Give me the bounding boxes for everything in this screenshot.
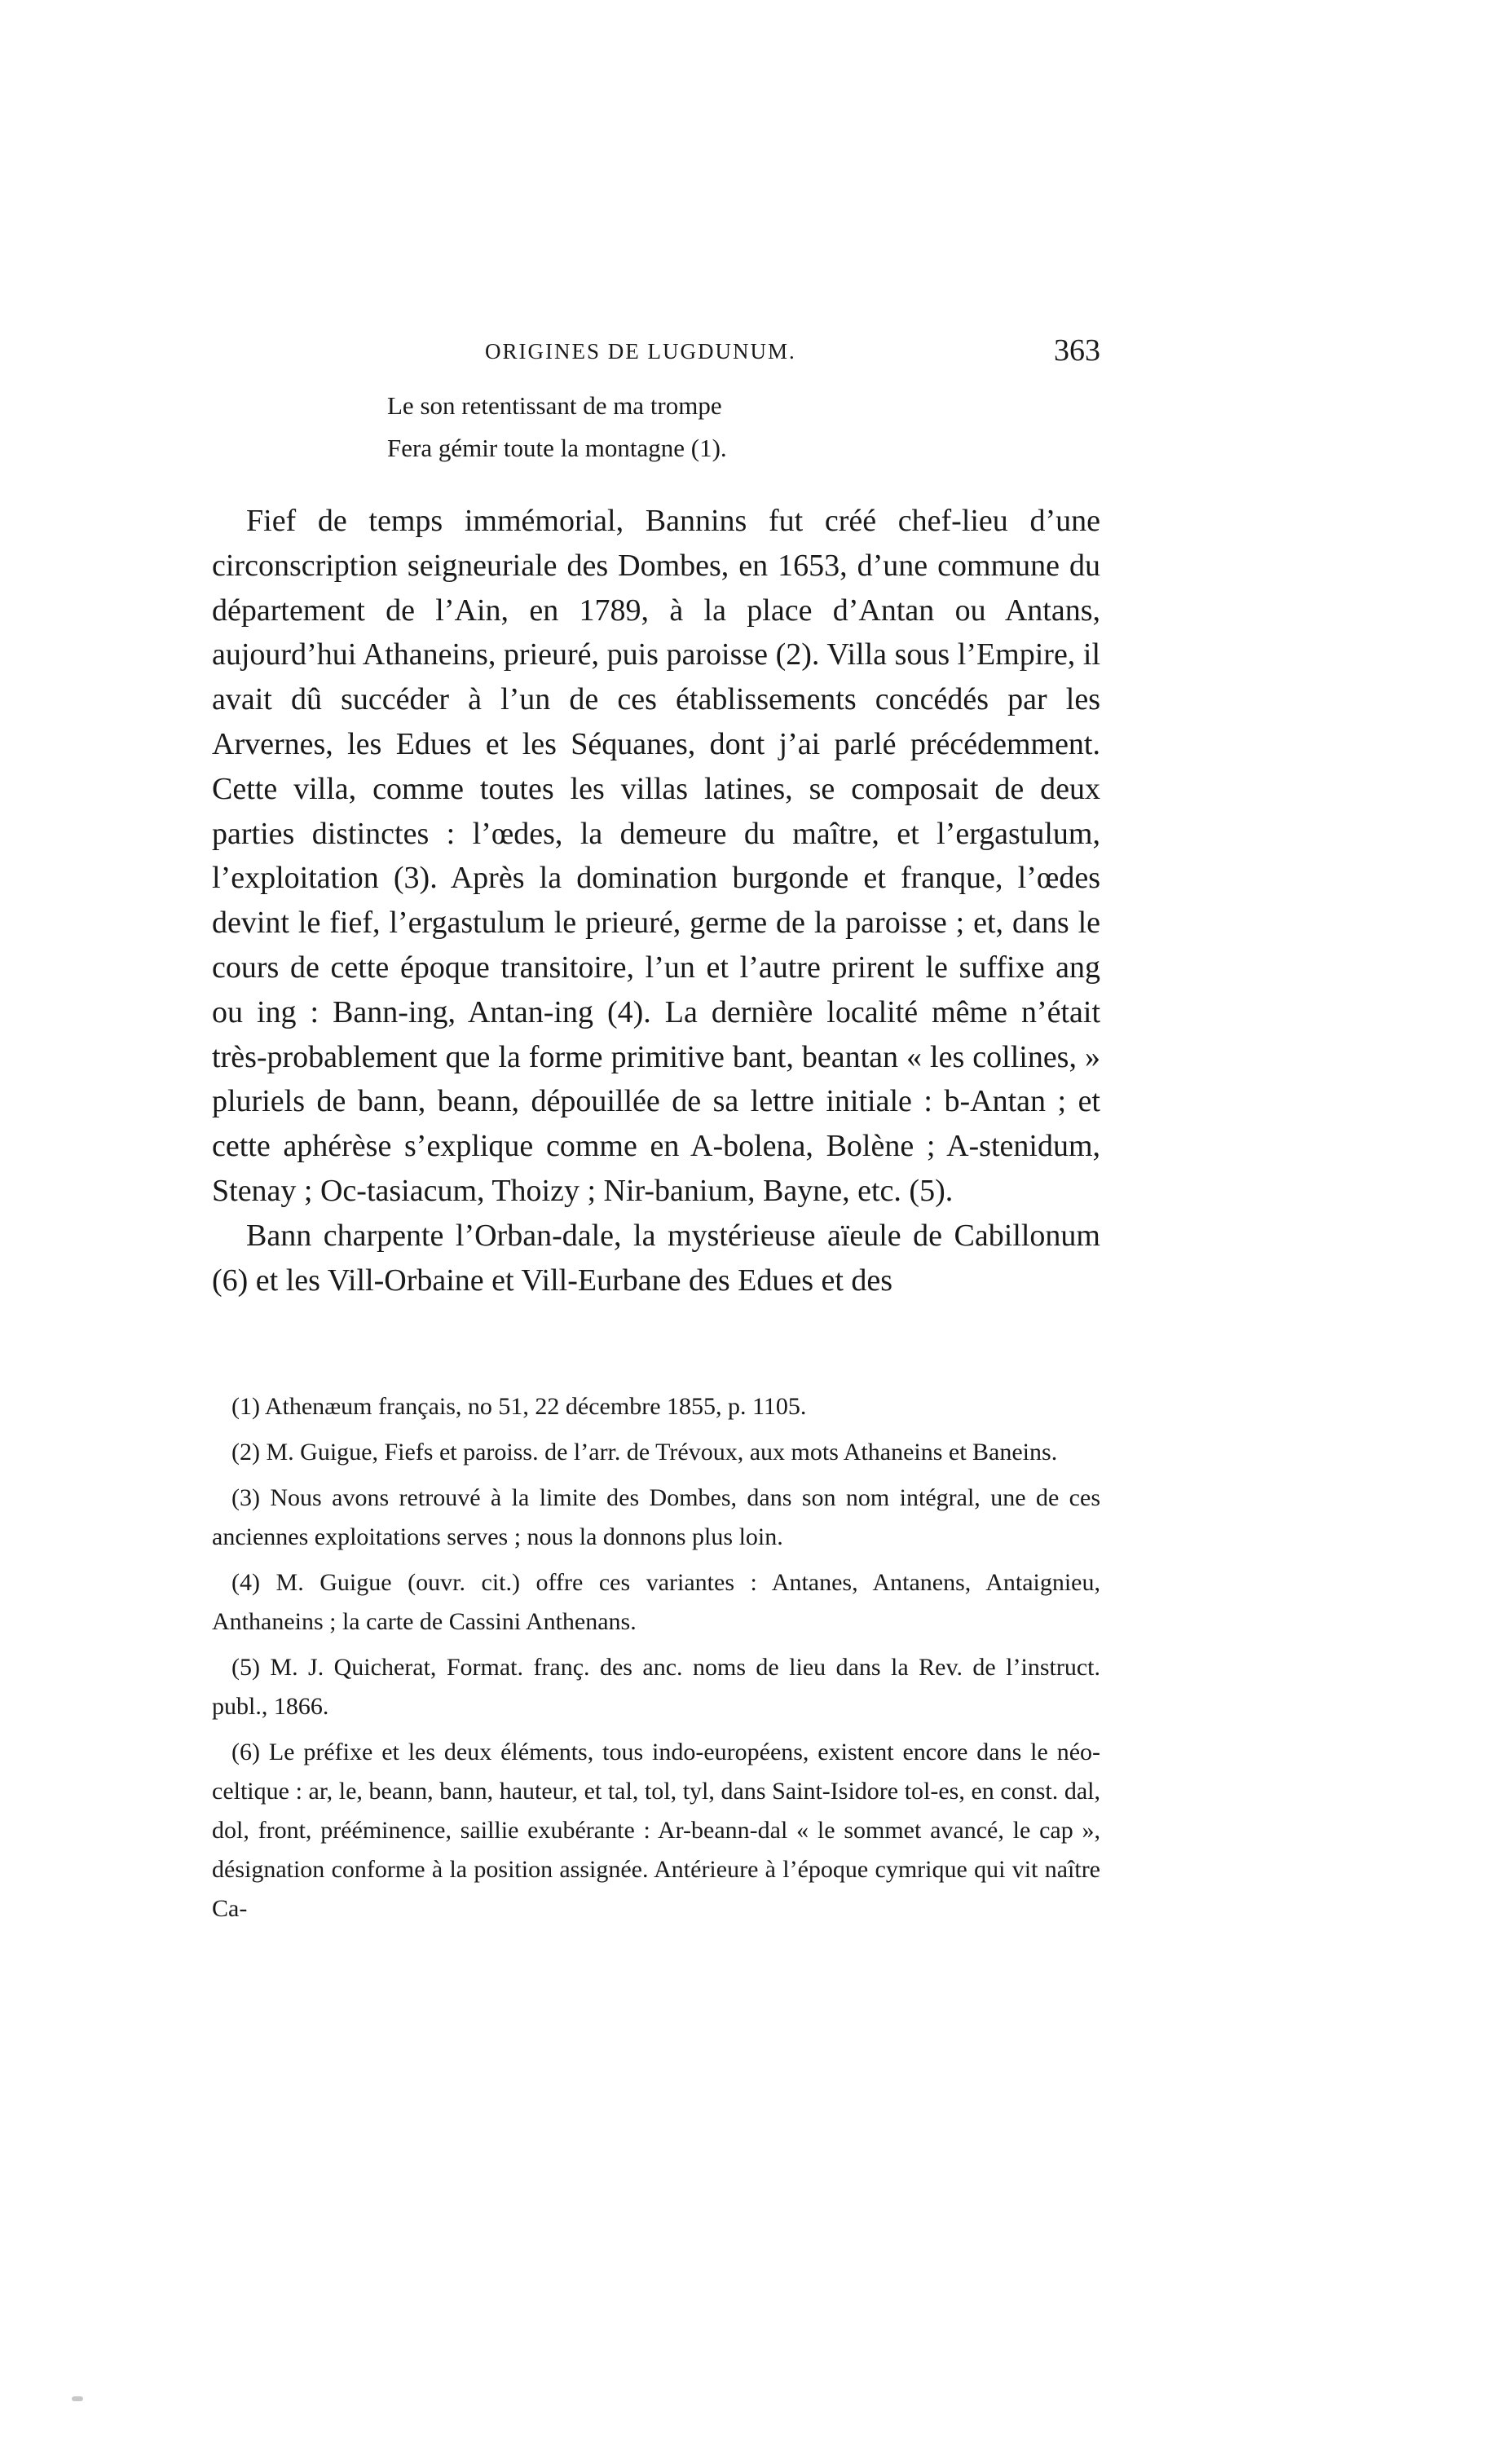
- footnote: (2) M. Guigue, Fiefs et paroiss. de l’arr. de Trévoux, aux mots Athaneins et Baneins.: [231, 1439, 1058, 1466]
- paper-speck: [72, 2396, 83, 2401]
- footnote: (1) Athenæum français, no 51, 22 décembre 1855, p. 1105.: [231, 1393, 807, 1420]
- verse-line: Fera gémir toute la montagne (1).: [387, 434, 727, 462]
- footnote: (5) M. J. Quicherat, Format. franç. des anc. noms de lieu dans la Rev. de l’instruct. publ., 1866.: [212, 1654, 1100, 1720]
- running-title: ORIGINES DE LUGDUNUM.: [485, 339, 796, 364]
- paragraph: Fief de temps immémorial, Bannins fut créé chef-lieu d’une circonscription seigneuriale des Dombes, en 1653, d’une commune du département de l’Ain, en 1789, à la place d’Antan ou Antans, aujourd’hui Athaneins, prieuré, puis paroisse (2). Villa sous l’Empire, il avait dû succéder à l’un de ces établissements concédés par les Arvernes, les Edues et les Séquanes, dont j’ai parlé précédemment. Cette villa, comme toutes les villas latines, se composait de deux parties distinctes : l’œdes, la demeure du maître, et l’ergastulum, l’exploitation (3). Après la domination burgonde et franque, l’œdes devint le fief, l’ergastulum le prieuré, germe de la paroisse ; et, dans le cours de cette époque transitoire, l’un et l’autre prirent le suffixe ang ou ing : Bann-ing, Antan-ing (4). La dernière localité même n’était très-probablement que la forme primitive bant, beantan « les collines, » pluriels de bann, beann, dépouillée de sa lettre initiale : b-Antan ; et cette aphérèse s’explique comme en A-bolena, Bolène ; A-stenidum, Stenay ; Oc-tasiacum, Thoizy ; Nir-banium, Bayne, etc. (5).: [212, 504, 1100, 1208]
- main-text: [212, 499, 1100, 1303]
- footnote: (4) M. Guigue (ouvr. cit.) offre ces variantes : Antanes, Antanens, Antaignieu, Anthaneins ; la carte de Cassini Anthenans.: [212, 1569, 1100, 1635]
- paragraph: Bann charpente l’Orban-dale, la mystérieuse aïeule de Cabillonum (6) et les Vill-Orbaine et Vill-Eurbane des Edues et des: [212, 1218, 1100, 1298]
- running-head: [212, 333, 1100, 373]
- footnotes: [212, 1387, 1100, 1935]
- footnote: (6) Le préfixe et les deux éléments, tous indo-européens, existent encore dans le néo-celtique : ar, le, beann, bann, hauteur, et tal, tol, tyl, dans Saint-Isidore tol-es, en const. dal, dol, front, prééminence, saillie exubérante : Ar-beann-dal « le sommet avancé, le cap », désignation conforme à la position assignée. Antérieure à l’époque cymrique qui vit naître Ca-: [212, 1739, 1100, 1922]
- footnote: (3) Nous avons retrouvé à la limite des Dombes, dans son nom intégral, une de ces anciennes exploitations serves ; nous la donnons plus loin.: [212, 1484, 1100, 1550]
- page-number: 363: [1054, 333, 1100, 368]
- verse-line: Le son retentissant de ma trompe: [387, 391, 722, 420]
- verse-quotation: [387, 385, 727, 469]
